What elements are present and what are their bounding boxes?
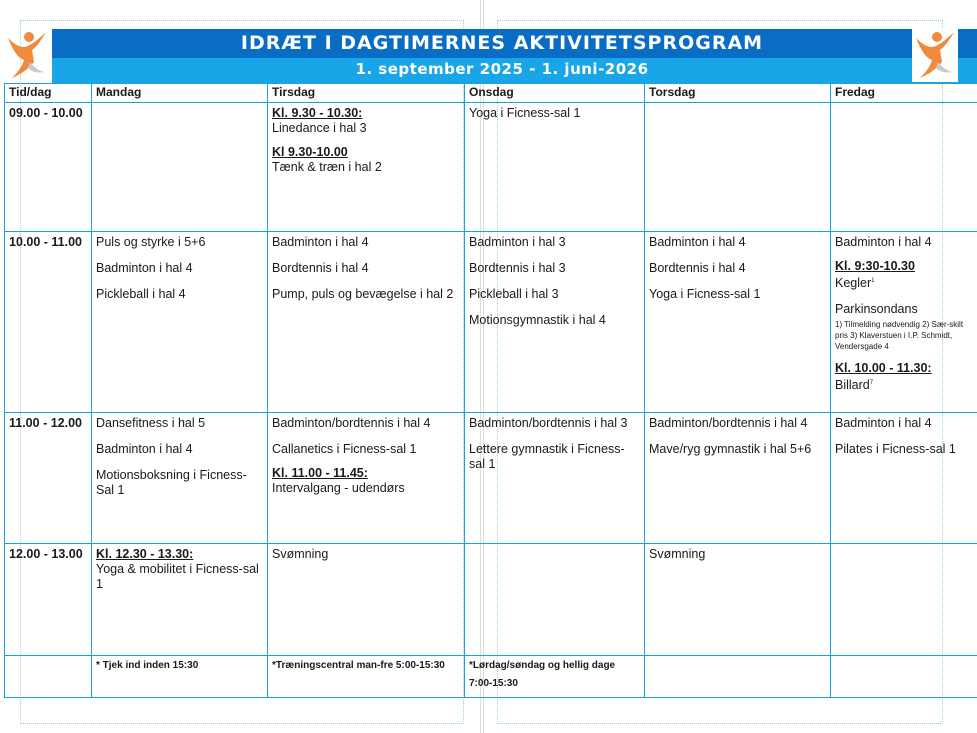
activity-label: Yoga i Ficness-sal 1 <box>469 106 581 120</box>
activity-label: Bordtennis i hal 4 <box>272 261 369 275</box>
activity-entry <box>469 235 640 250</box>
page-title: IDRÆT I DAGTIMERNES AKTIVITETSPROGRAM <box>240 32 764 54</box>
schedule-cell-tuesday <box>268 103 465 232</box>
activity-entry <box>649 416 826 431</box>
col-header-thursday: Torsdag <box>645 84 831 103</box>
time-slot-label: 10.00 - 11.00 <box>5 232 92 413</box>
activity-label: Badminton/bordtennis i hal 4 <box>649 416 808 430</box>
footer-cell-time <box>5 656 92 698</box>
schedule-cell-monday <box>92 232 268 413</box>
activity-label: Badminton i hal 4 <box>835 416 932 430</box>
time-note: Kl. 10.00 - 11.30: <box>835 361 932 376</box>
activity-entry <box>272 442 460 457</box>
activity-entry <box>272 416 460 431</box>
footer-cell-wednesday <box>465 656 645 698</box>
activity-label: Bordtennis i hal 4 <box>649 261 746 275</box>
schedule-cell-monday <box>92 413 268 544</box>
footnote-text: *Lørdag/søndag og hellig dage <box>469 660 616 671</box>
activity-entry <box>272 481 460 496</box>
table-row <box>5 544 977 656</box>
activity-entry <box>469 261 640 276</box>
time-note: Kl. 12.30 - 13.30: <box>96 547 194 561</box>
footer-cell-thursday <box>645 656 831 698</box>
time-slot-label: 12.00 - 13.00 <box>5 544 92 656</box>
activity-label: Badminton i hal 4 <box>649 235 746 249</box>
activity-label: Yoga & mobilitet i Ficness-sal 1 <box>96 562 259 591</box>
col-header-wednesday: Onsdag <box>465 84 645 103</box>
table-row <box>5 103 977 232</box>
col-header-monday: Mandag <box>92 84 268 103</box>
activity-entry <box>835 416 975 431</box>
activity-label: Badminton i hal 4 <box>96 261 193 275</box>
col-header-friday: Fredag <box>831 84 977 103</box>
schedule-cell-monday <box>92 544 268 656</box>
schedule-cell-tuesday <box>268 232 465 413</box>
activity-label: Kegler <box>835 276 872 291</box>
time-slot-label: 09.00 - 10.00 <box>5 103 92 232</box>
activity-entry <box>96 468 263 498</box>
activity-label: Callanetics i Ficness-sal 1 <box>272 442 417 456</box>
footnote-marker: 7 <box>869 380 874 387</box>
schedule-cell-tuesday <box>268 413 465 544</box>
schedule-cell-wednesday <box>465 544 645 656</box>
footer-cell-monday <box>92 656 268 698</box>
schedule-cell-monday <box>92 103 268 232</box>
time-note: Kl. 9.30 - 10.30: <box>272 106 363 120</box>
activity-entry <box>96 562 263 592</box>
schedule-cell-thursday <box>645 413 831 544</box>
activity-label: Linedance i hal 3 <box>272 121 367 135</box>
footnote-small-text: 1) Tilmelding nødvendig 2) Sær-skilt pris 3) Klaverstuen i I.P. Schmidt, Vendersgade 4 <box>835 320 964 352</box>
activity-entry <box>649 235 826 250</box>
footnote-text: 7:00-15:30 <box>469 678 518 689</box>
activity-entry <box>835 274 975 291</box>
activity-entry <box>469 442 640 472</box>
schedule-cell-friday <box>831 413 977 544</box>
footer-row <box>5 656 977 698</box>
page-subtitle: 1. september 2025 - 1. juni-2026 <box>355 60 649 78</box>
schedule-cell-friday <box>831 544 977 656</box>
activity-entry <box>272 235 460 250</box>
col-header-time: Tid/dag <box>5 84 92 103</box>
time-slot-label: 11.00 - 12.00 <box>5 413 92 544</box>
activity-label: Puls og styrke i 5+6 <box>96 235 206 249</box>
activity-label: Badminton/bordtennis i hal 4 <box>272 416 431 430</box>
activity-label: Intervalgang - udendørs <box>272 481 405 495</box>
figure-logo-icon <box>912 28 958 82</box>
table-row <box>5 232 977 413</box>
activity-label: Svømning <box>649 547 706 561</box>
activity-label: Pump, puls og bevægelse i hal 2 <box>272 287 454 301</box>
footer-cell-friday <box>831 656 977 698</box>
schedule-cell-thursday <box>645 103 831 232</box>
activity-label: Pilates i Ficness-sal 1 <box>835 442 956 456</box>
activity-label: Billard <box>835 378 870 393</box>
header-row <box>5 84 977 103</box>
activity-entry <box>96 416 263 431</box>
activity-label: Pickleball i hal 4 <box>96 287 186 301</box>
activity-entry <box>649 287 826 302</box>
activity-entry <box>835 376 975 393</box>
activity-entry <box>272 261 460 276</box>
activity-label: Tænk & træn i hal 2 <box>272 160 382 174</box>
activity-entry <box>272 121 460 136</box>
footnote-marker: 1 <box>871 278 875 284</box>
activity-entry <box>469 287 640 302</box>
activity-label: Dansefitness i hal 5 <box>96 416 206 430</box>
activity-label: Badminton/bordtennis i hal 3 <box>469 416 628 430</box>
activity-label: Motionsboksning i Ficness-Sal 1 <box>96 468 247 497</box>
footer-cell-tuesday <box>268 656 465 698</box>
schedule-cell-friday <box>831 103 977 232</box>
schedule-cell-wednesday <box>465 232 645 413</box>
table-row <box>5 413 977 544</box>
schedule-cell-tuesday <box>268 544 465 656</box>
schedule-cell-friday <box>831 232 977 413</box>
schedule-cell-wednesday <box>465 413 645 544</box>
activity-label: Pickleball i hal 3 <box>469 287 559 301</box>
activity-label: Parkinsondans <box>835 302 918 317</box>
activity-entry <box>96 442 263 457</box>
col-header-tuesday: Tirsdag <box>268 84 465 103</box>
activity-label: Yoga i Ficness-sal 1 <box>649 287 761 301</box>
activity-entry <box>272 160 460 175</box>
activity-label: Bordtennis i hal 3 <box>469 261 566 275</box>
activity-entry <box>649 261 826 276</box>
activity-entry <box>469 313 640 328</box>
activity-entry <box>649 547 826 562</box>
footnote-text: * Tjek ind inden 15:30 <box>96 660 199 671</box>
activity-entry <box>96 235 263 250</box>
activity-label: Badminton i hal 4 <box>835 235 932 249</box>
schedule-table <box>4 83 977 698</box>
activity-entry <box>835 442 975 457</box>
activity-label: Lettere gymnastik i Ficness-sal 1 <box>469 442 625 471</box>
activity-entry <box>835 235 975 250</box>
activity-label: Mave/ryg gymnastik i hal 5+6 <box>649 442 812 456</box>
activity-entry <box>469 106 640 121</box>
activity-label: Badminton i hal 4 <box>272 235 369 249</box>
activity-entry <box>835 302 975 317</box>
schedule-cell-thursday <box>645 232 831 413</box>
activity-entry <box>96 287 263 302</box>
figure-logo-icon <box>4 28 50 82</box>
schedule-cell-wednesday <box>465 103 645 232</box>
time-note: Kl. 9:30-10.30 <box>835 259 915 273</box>
activity-entry <box>649 442 826 457</box>
activity-entry <box>96 261 263 276</box>
time-note: Kl. 11.00 - 11.45: <box>272 466 368 480</box>
footnote-text: *Træningscentral man-fre 5:00-15:30 <box>272 660 445 671</box>
activity-entry <box>469 416 640 431</box>
schedule-cell-thursday <box>645 544 831 656</box>
activity-label: Badminton i hal 3 <box>469 235 566 249</box>
time-note: Kl 9.30-10.00 <box>272 145 348 159</box>
activity-entry <box>272 287 460 302</box>
activity-label: Badminton i hal 4 <box>96 442 193 456</box>
activity-label: Motionsgymnastik i hal 4 <box>469 313 606 327</box>
activity-entry <box>272 547 460 562</box>
activity-label: Svømning <box>272 547 329 561</box>
